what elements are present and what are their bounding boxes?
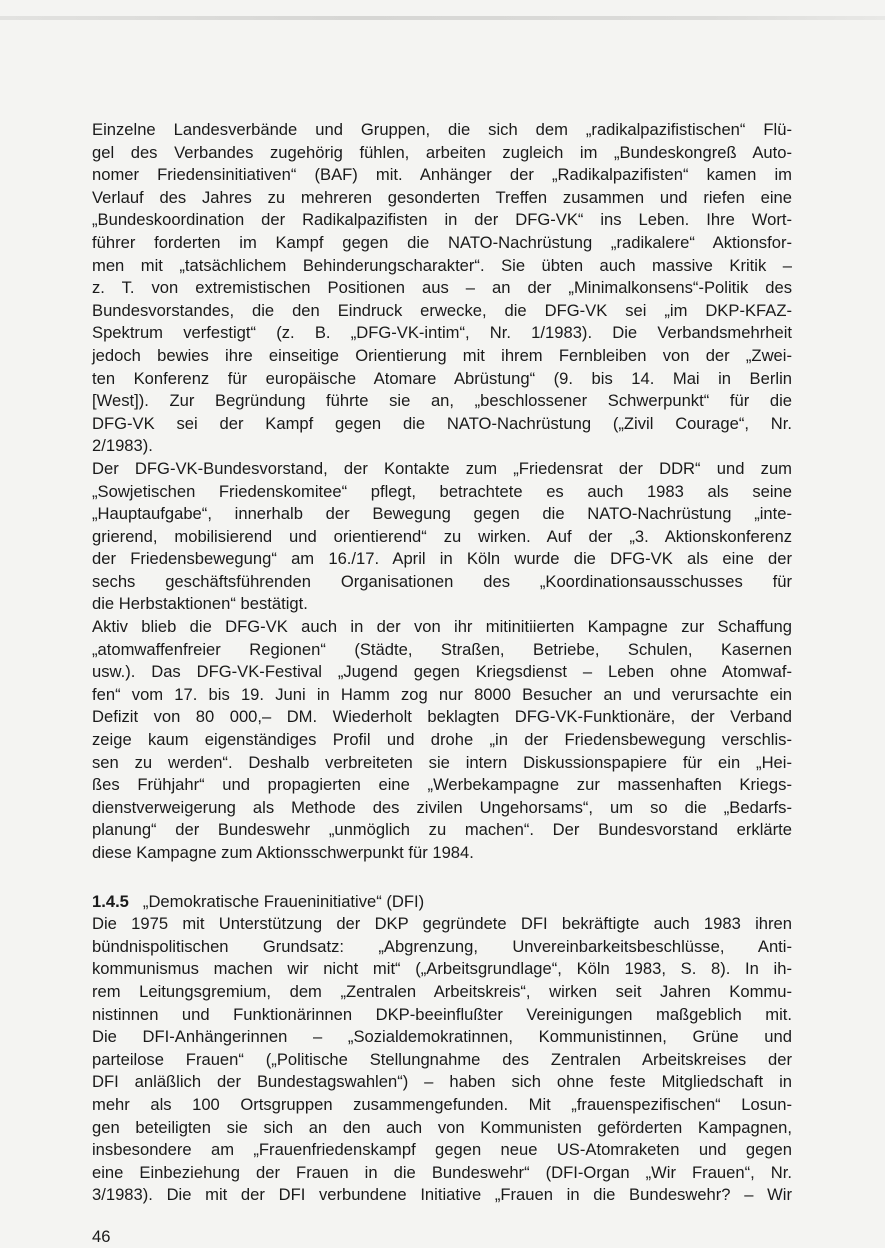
text-line: men mit „tatsächlichem Behinderungscharakter“. Sie übten auch massive Kritik – [92, 255, 792, 275]
text-line: „Bundeskoordination der Radikalpazifisten in der DFG-VK“ ins Leben. Ihre Wort- [92, 210, 792, 230]
page-top-edge [0, 16, 885, 20]
text-line: führer forderten im Kampf gegen die NATO-Nachrüstung „radikalere“ Aktionsfor- [92, 232, 792, 252]
text-line: eine Einbeziehung der Frauen in die Bundeswehr“ (DFI-Organ „Wir Frauen“, Nr. [92, 1162, 792, 1182]
text-line: diese Kampagne zum Aktionsschwerpunkt für 1984. [92, 843, 474, 862]
text-line: DFI anläßlich der Bundestagswahlen“) – haben sich ohne feste Mitgliedschaft in [92, 1072, 792, 1092]
text-line: bündnispolitischen Grundsatz: „Abgrenzung, Unvereinbarkeitsbeschlüsse, Anti- [92, 936, 792, 956]
page-body [92, 119, 792, 1207]
text-line: zeige kaum eigenständiges Profil und drohe „in der Friedensbewegung verschlis- [92, 730, 792, 750]
paragraph-4 [92, 913, 792, 1207]
text-line: rem Leitungsgremium, dem „Zentralen Arbeitskreis“, wirken seit Jahren Kommu- [92, 981, 792, 1001]
text-line: usw.). Das DFG-VK-Festival „Jugend gegen Kriegsdienst – Leben ohne Atomwaf- [92, 662, 792, 682]
section-title: „Demokratische Fraueninitiative“ (DFI) [142, 891, 425, 911]
text-line: gel des Verbandes zugehörig fühlen, arbeiten zugleich im „Bundeskongreß Auto- [92, 142, 792, 162]
text-line: kommunismus machen wir nicht mit“ („Arbeitsgrundlage“, Köln 1983, S. 8). In ih- [92, 959, 792, 979]
page-number: 46 [92, 1227, 111, 1246]
text-line: Bundesvorstandes, die den Eindruck erwecke, die DFG-VK sei „im DKP-KFAZ- [92, 300, 792, 320]
text-line: Defizit von 80 000,– DM. Wiederholt beklagten DFG-VK-Funktionäre, der Verband [92, 707, 792, 727]
text-line: ßes Frühjahr“ und propagierten eine „Werbekampagne zur massenhaften Kriegs- [92, 775, 792, 795]
text-line: parteilose Frauen“ („Politische Stellungnahme des Zentralen Arbeitskreises der [92, 1049, 792, 1069]
text-line: Verlauf des Jahres zu mehreren gesonderten Treffen zusammen und riefen eine [92, 187, 792, 207]
text-line: mehr als 100 Ortsgruppen zusammengefunden. Mit „frauenspezifischen“ Losun- [92, 1094, 792, 1114]
text-line: ten Konferenz für europäische Atomare Abrüstung“ (9. bis 14. Mai in Berlin [92, 368, 792, 388]
text-line: gen beteiligten sie sich an den auch von Kommunisten geförderten Kampagnen, [92, 1117, 792, 1137]
text-line: 3/1983). Die mit der DFI verbundene Initiative „Frauen in die Bundeswehr? – Wir [92, 1185, 792, 1205]
text-line: insbesondere am „Frauenfriedenskampf gegen neue US-Atomraketen und gegen [92, 1140, 792, 1160]
section-number: 1.4.5 [92, 891, 129, 911]
section-gap [92, 865, 792, 891]
text-line: Aktiv blieb die DFG-VK auch in der von ihr mitinitiierten Kampagne zur Schaffung [92, 617, 792, 637]
text-line: Die 1975 mit Unterstützung der DKP gegründete DFI bekräftigte auch 1983 ihren [92, 914, 792, 934]
text-line: „Sowjetischen Friedenskomitee“ pflegt, betrachtete es auch 1983 als seine [92, 481, 792, 501]
text-line: Spektrum verfestigt“ (z. B. „DFG-VK-intim“, Nr. 1/1983). Die Verbandsmehrheit [92, 323, 792, 343]
paragraph-1 [92, 119, 792, 458]
text-line: Einzelne Landesverbände und Gruppen, die sich dem „radikalpazifistischen“ Flü- [92, 120, 792, 139]
text-line: z. T. von extremistischen Positionen aus – an der „Minimalkonsens“-Politik des [92, 278, 792, 298]
text-line: fen“ vom 17. bis 19. Juni in Hamm zog nur 8000 Besucher an und verursachte ein [92, 684, 792, 704]
text-line: jedoch bewies ihre einseitige Orientierung mit ihrem Fernbleiben von der „Zwei- [92, 345, 792, 365]
paragraph-2 [92, 458, 792, 616]
text-line: „atomwaffenfreier Regionen“ (Städte, Straßen, Betriebe, Schulen, Kasernen [92, 639, 792, 659]
text-line: sechs geschäftsführenden Organisationen des „Koordinationsausschusses für [92, 571, 792, 591]
text-line: nomer Friedensinitiativen“ (BAF) mit. Anhänger der „Radikalpazifisten“ kamen im [92, 165, 792, 185]
text-line: planung“ der Bundeswehr „unmöglich zu machen“. Der Bundesvorstand erklärte [92, 820, 792, 840]
text-line: Der DFG-VK-Bundesvorstand, der Kontakte zum „Friedensrat der DDR“ und zum [92, 458, 792, 478]
text-line: DFG-VK sei der Kampf gegen die NATO-Nachrüstung („Zivil Courage“, Nr. [92, 413, 792, 433]
text-line: der Friedensbewegung“ am 16./17. April in Köln wurde die DFG-VK als eine der [92, 549, 792, 569]
text-line: [West]). Zur Begründung führte sie an, „beschlossener Schwerpunkt“ für die [92, 391, 792, 411]
text-line: „Hauptaufgabe“, innerhalb der Bewegung gegen die NATO-Nachrüstung „inte- [92, 504, 792, 524]
text-line: dienstverweigerung als Methode des zivilen Ungehorsams“, um so die „Bedarfs- [92, 797, 792, 817]
paragraph-3 [92, 616, 792, 865]
text-line: sen zu werden“. Deshalb verbreiteten sie intern Diskussionspapiere für ein „Hei- [92, 752, 792, 772]
text-line: nistinnen und Funktionärinnen DKP-beeinflußter Vereinigungen maßgeblich mit. [92, 1004, 792, 1024]
text-line: die Herbstaktionen“ bestätigt. [92, 594, 308, 614]
text-line: Die DFI-Anhängerinnen – „Sozialdemokratinnen, Kommunistinnen, Grüne und [92, 1027, 792, 1047]
section-heading [92, 891, 792, 914]
text-line: 2/1983). [92, 436, 153, 456]
text-line: grierend, mobilisierend und orientierend“ zu wirken. Auf der „3. Aktionskonferenz [92, 526, 792, 546]
